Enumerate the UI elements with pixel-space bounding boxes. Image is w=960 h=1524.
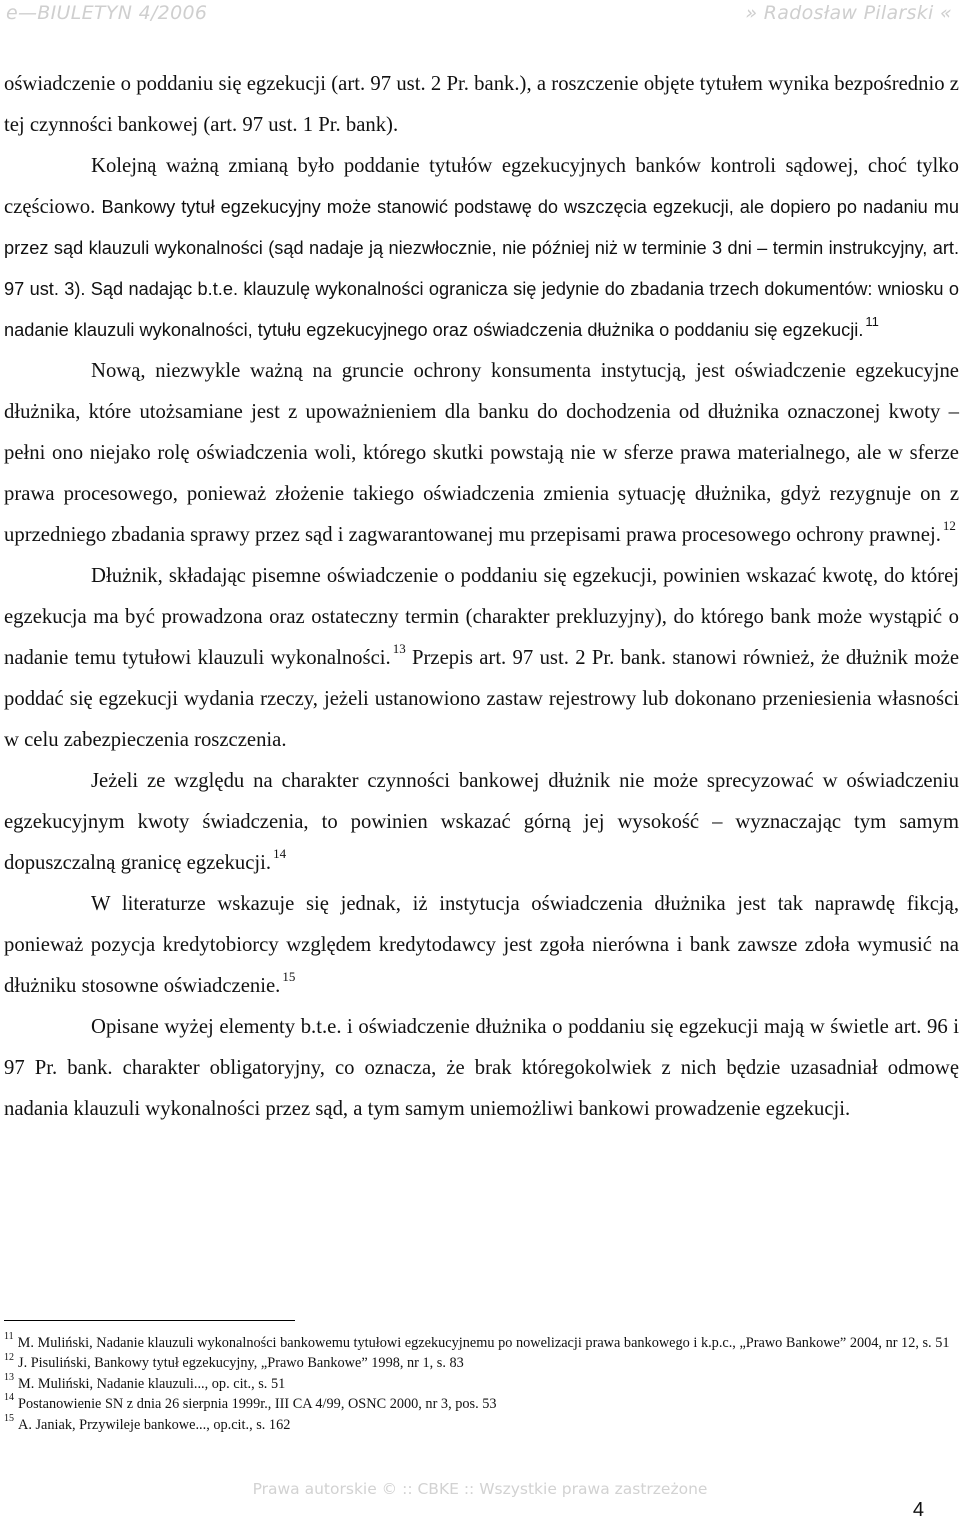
paragraph-6: [4, 884, 959, 1007]
footnote-number: 11: [4, 1331, 14, 1343]
footnote-number: 12: [4, 1351, 14, 1363]
footnote-ref-12[interactable]: 12: [942, 518, 956, 534]
footnote-ref-14[interactable]: 14: [273, 846, 287, 862]
paragraph-5-text: Jeżeli ze względu na charakter czynności bankowej dłużnik nie może sprecyzować w oświadczeniu egzekucyjnym kwoty świadczenia, to powinien wskazać górną jej wysokość – wyznaczając tym samym dopuszczalną granicę egzekucji.: [4, 770, 959, 874]
footnote-ref-13[interactable]: 13: [392, 641, 406, 657]
footnote-divider: [4, 1320, 295, 1321]
paragraph-6-text: W literaturze wskazuje się jednak, iż instytucja oświadczenia dłużnika jest tak naprawdę fikcją, ponieważ pozycja kredytobiorcy względem kredytodawcy jest zgoła nierówna i bank zawsze zdoła wymusić na dłużniku stosowne oświadczenie.: [4, 893, 959, 997]
page-number: 4: [912, 1499, 924, 1521]
paragraph-3: [4, 351, 959, 556]
paragraph-7: Opisane wyżej elementy b.t.e. i oświadczenie dłużnika o poddaniu się egzekucji mają w świetle art. 96 i 97 Pr. bank. charakter obligatoryjny, co oznacza, że brak któregokolwiek z nich będzie uzasadniał odmowę nadania klauzuli wykonalności przez sąd, a tym samym uniemożliwi bankowi prowadzenie egzekucji.: [4, 1016, 959, 1120]
footnote-text: Postanowienie SN z dnia 26 sierpnia 1999r., III CA 4/99, OSNC 2000, nr 3, pos. 53: [18, 1396, 497, 1413]
publication-title: e—BIULETYN 4/2006: [6, 2, 208, 24]
footnote-item: [4, 1394, 959, 1414]
paragraph-2-lead: Kolejną ważną zmianą było poddanie tytułów egzekucyjnych banków kontroli sądowej, choć tylko częściowo.: [4, 155, 959, 218]
paragraph-5: [4, 761, 959, 884]
footnote-text: M. Muliński, Nadanie klauzuli wykonalności bankowemu tytułowi egzekucyjnemu po nowelizacji prawa bankowego i k.p.c., „Prawo Bankowe” 2004, nr 12, s. 51: [17, 1335, 950, 1351]
footnote-number: 15: [4, 1412, 14, 1424]
footnotes-section: [4, 1333, 959, 1435]
author-name: » Radosław Pilarski «: [745, 2, 952, 24]
footnote-item: [4, 1412, 959, 1435]
paragraph-4-text-b: Przepis art. 97 ust. 2 Pr. bank. stanowi również, że dłużnik może poddać się egzekucji wydania rzeczy, jeżeli ustanowiono zastaw rejestrowy lub dokonano przeniesienia własności w celu zabezpieczenia roszczenia.: [4, 647, 960, 751]
paragraph-2-sans-run: [4, 197, 959, 340]
paragraph-2-text: Bankowy tytuł egzekucyjny może stanowić podstawę do wszczęcia egzekucji, ale dopiero po nadaniu mu przez sąd klauzuli wykonalności (sąd nadaje ją niezwłocznie, nie później niż w terminie 3 dni – termin instrukcyjny, art. 97 ust. 3). Sąd nadając b.t.e. klauzulę wykonalności ogranicza się jedynie do zbadania trzech dokumentów: wniosku o nadanie klauzuli wykonalności, tytułu egzekucyjnego oraz oświadczenia dłużnika o poddaniu się egzekucji.: [4, 197, 959, 340]
footnote-ref-15[interactable]: 15: [282, 969, 296, 985]
article-body: [4, 64, 959, 1130]
footnote-number: 14: [4, 1392, 14, 1404]
footnote-number: 13: [4, 1372, 14, 1384]
footnote-item: [4, 1374, 959, 1394]
paragraph-3-text: Nową, niezwykle ważną na gruncie ochrony konsumenta instytucją, jest oświadczenie egzekucyjne dłużnika, które utożsamiane jest z upoważnieniem dla banku do dochodzenia od dłużnika oznaczonej kwoty – pełni ono niejako rolę oświadczenia woli, którego skutki powstają nie w sferze prawa materialnego, ale w sferze prawa procesowego, ponieważ złożenie takiego oświadczenia zmienia sytuację dłużnika, gdyż rezygnuje on z uprzedniego zbadania sprawy przez sąd i zagwarantowanej mu przepisami prawa procesowego ochrony prawnej.: [4, 360, 959, 546]
paragraph-2: [4, 146, 959, 351]
paragraph-4-text-a: Dłużnik, składając pisemne oświadczenie o poddaniu się egzekucji, powinien wskazać kwotę, do której egzekucja ma być prowadzona oraz ostateczny termin (charakter prekluzyjny), do którego bank może wystąpić o nadanie temu tytułowi klauzuli wykonalności.: [4, 565, 959, 669]
paragraph-4: [4, 556, 959, 761]
paragraph-1: oświadczenie o poddaniu się egzekucji (art. 97 ust. 2 Pr. bank.), a roszczenie objęte tytułem wynika bezpośrednio z tej czynności bankowej (art. 97 ust. 1 Pr. bank).: [4, 73, 959, 136]
footnote-text: M. Muliński, Nadanie klauzuli..., op. cit., s. 51: [18, 1375, 286, 1392]
footnote-item: [4, 1333, 959, 1353]
footnote-text: A. Janiak, Przywileje bankowe..., op.cit., s. 162: [18, 1416, 291, 1433]
footnote-item: [4, 1353, 959, 1373]
footnote-ref-11[interactable]: 11: [865, 313, 879, 329]
footnote-text: J. Pisuliński, Bankowy tytuł egzekucyjny, „Prawo Bankowe” 1998, nr 1, s. 83: [18, 1355, 464, 1372]
copyright-notice: Prawa autorskie © :: CBKE :: Wszystkie prawa zastrzeżone: [252, 1480, 708, 1498]
